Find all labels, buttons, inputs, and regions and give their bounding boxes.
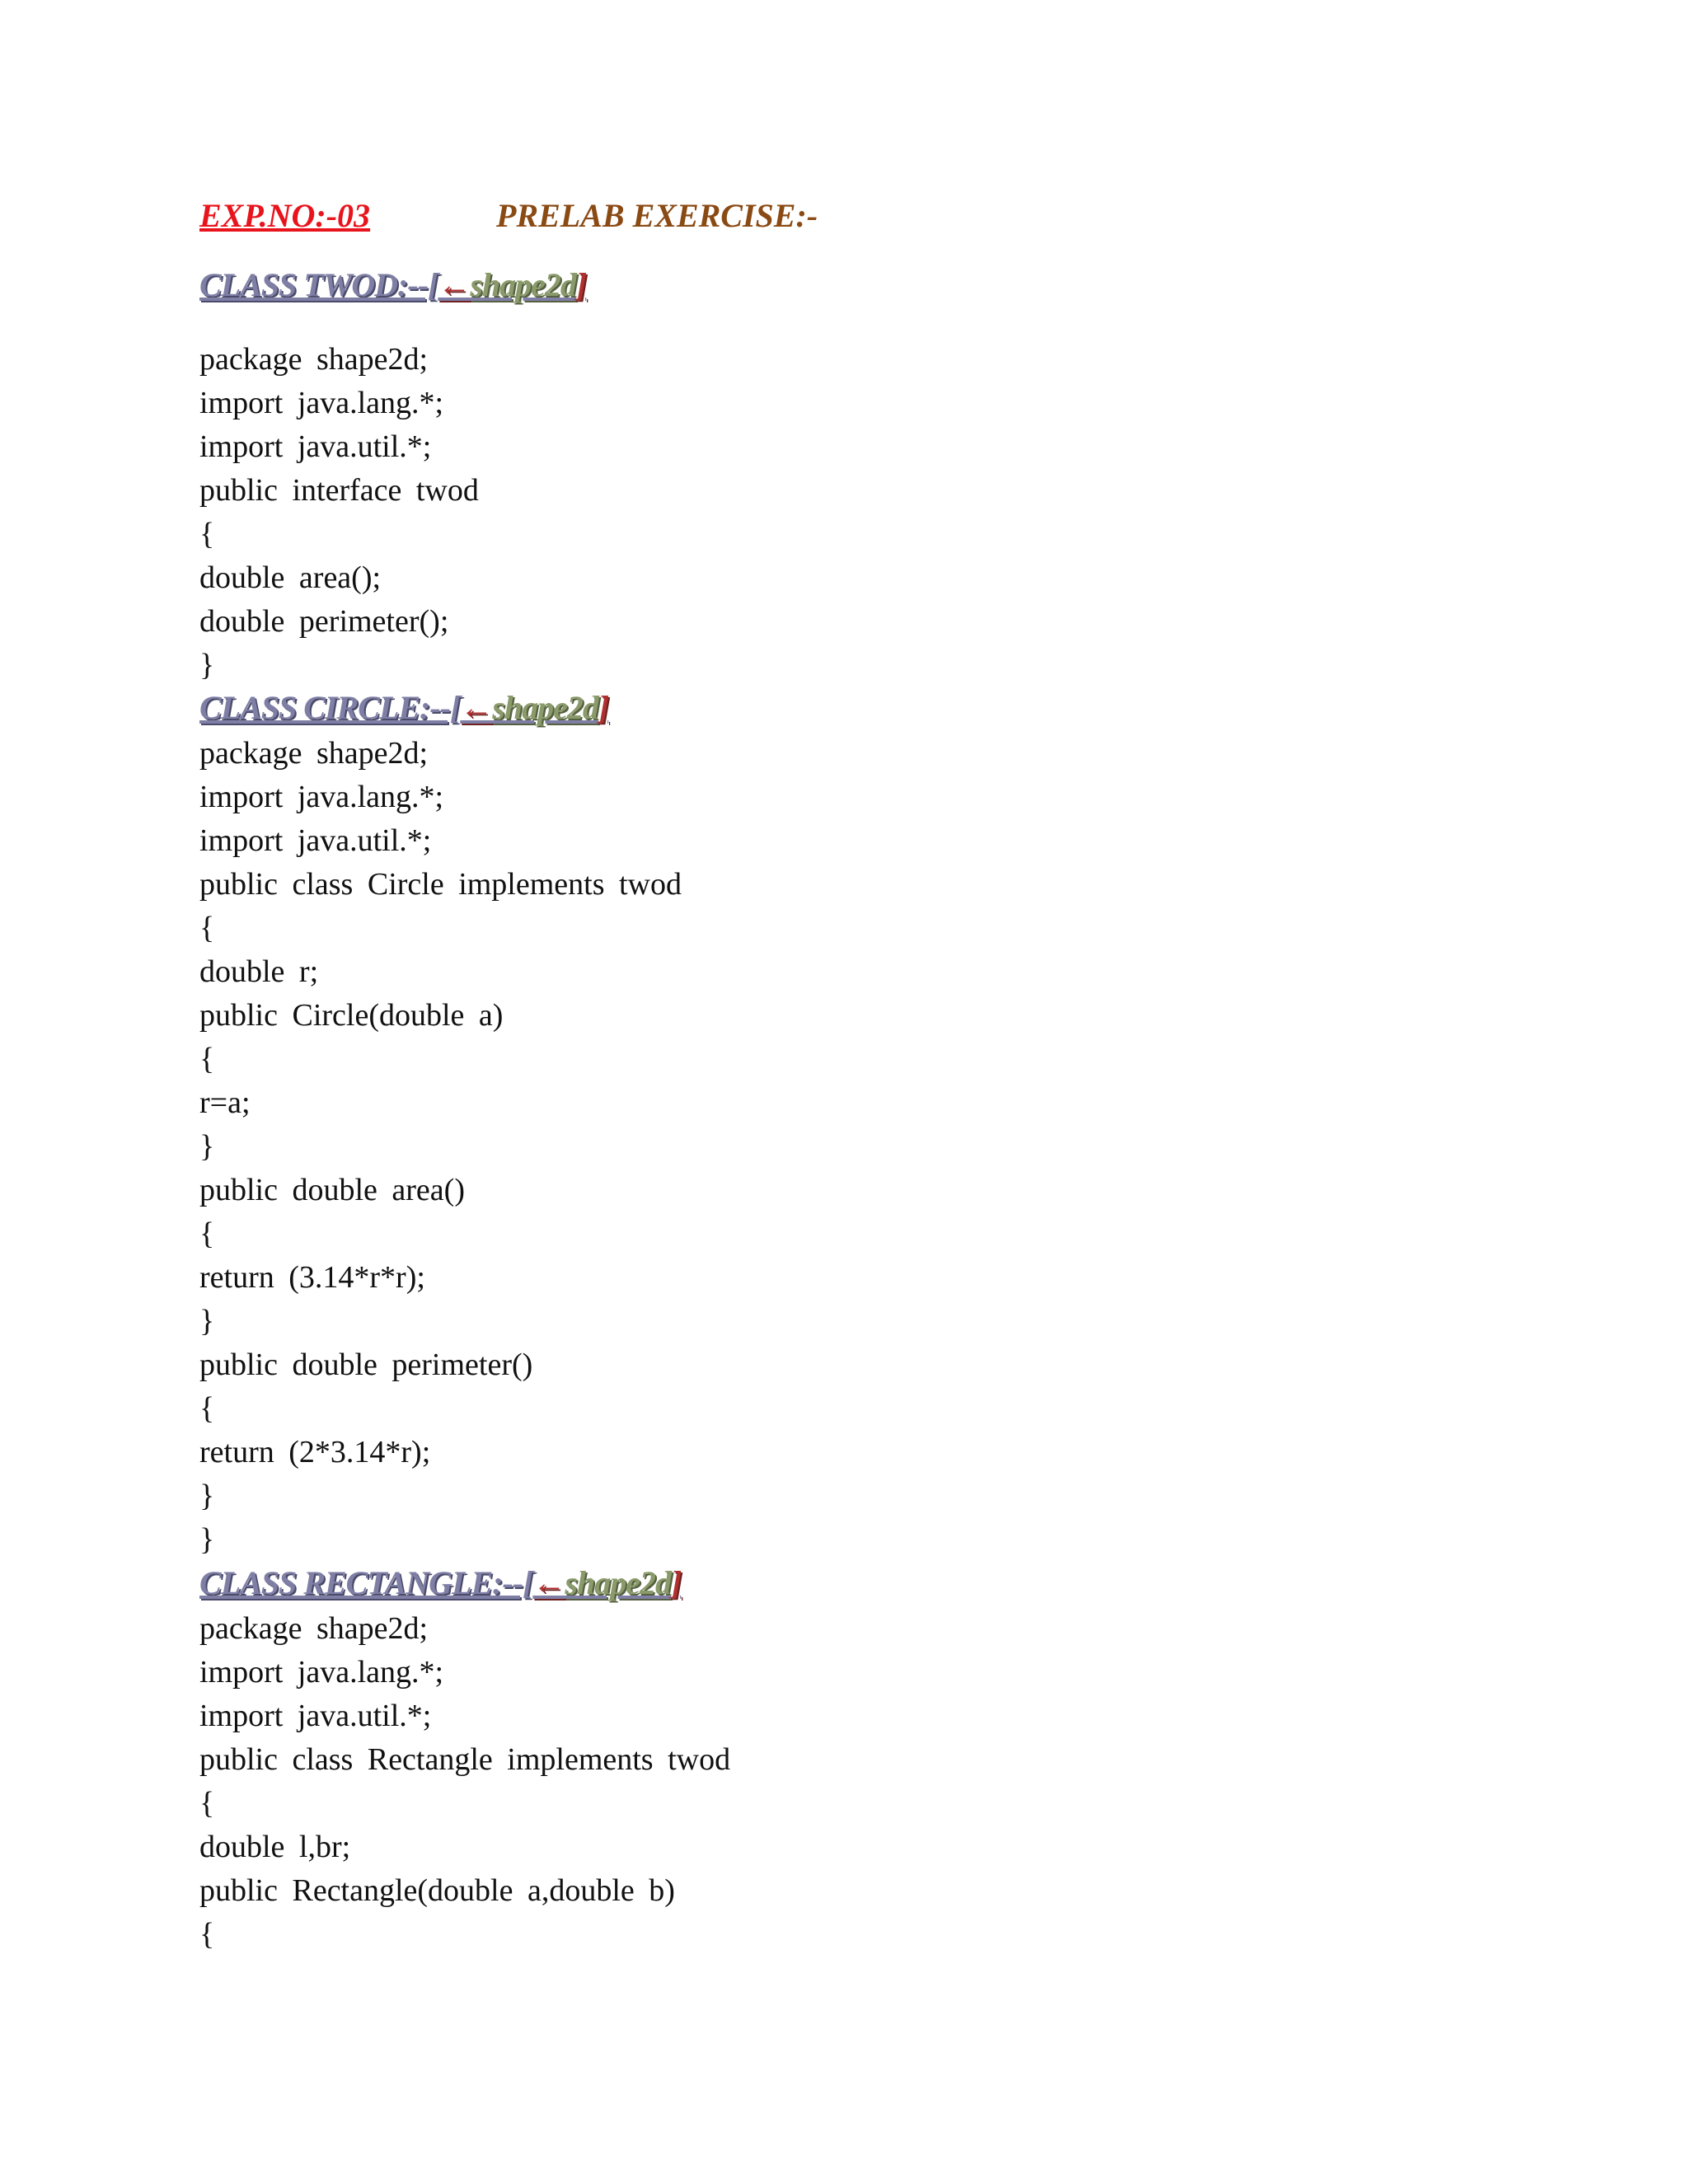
section-heading-class-label: CLASS TWOD:--[ xyxy=(199,266,438,303)
code-block-twod xyxy=(199,338,479,687)
code-line: return (2*3.14*r); xyxy=(199,1435,431,1469)
code-block-circle xyxy=(199,732,682,1562)
code-line: public double area() xyxy=(199,1173,465,1207)
code-line: import java.lang.*; xyxy=(199,780,444,814)
code-line: r=a; xyxy=(199,1085,251,1120)
code-line: public class Rectangle implements twod xyxy=(199,1742,731,1777)
code-line: public class Circle implements twod xyxy=(199,867,682,902)
code-line: package shape2d; xyxy=(199,1611,429,1646)
section-heading-close: ] xyxy=(670,1564,682,1601)
code-line: { xyxy=(199,1216,215,1251)
code-line: double perimeter(); xyxy=(199,604,449,639)
code-line: } xyxy=(199,1522,215,1557)
code-line: { xyxy=(199,517,215,551)
code-line: { xyxy=(199,1917,215,1952)
left-arrow-icon: ← xyxy=(460,689,493,726)
code-line: double l,br; xyxy=(199,1830,351,1864)
code-line: { xyxy=(199,1391,215,1426)
exercise-title: PRELAB EXERCISE:- xyxy=(496,197,818,234)
section-heading-rectangle xyxy=(199,1563,681,1602)
code-line: } xyxy=(199,1479,215,1513)
section-heading-package: shape2d xyxy=(565,1564,671,1601)
code-line: } xyxy=(199,1304,215,1338)
section-heading-twod xyxy=(199,265,586,304)
code-line: import java.lang.*; xyxy=(199,1655,444,1690)
code-line: package shape2d; xyxy=(199,342,429,377)
code-line: } xyxy=(199,1129,215,1164)
section-heading-class-label: CLASS CIRCLE:--[ xyxy=(199,689,461,726)
code-line: import java.lang.*; xyxy=(199,386,444,420)
code-line: double area(); xyxy=(199,560,382,595)
code-block-rectangle xyxy=(199,1607,730,1957)
code-line: package shape2d; xyxy=(199,736,429,771)
section-heading-package: shape2d xyxy=(492,689,598,726)
code-line: import java.util.*; xyxy=(199,1699,432,1733)
code-line: { xyxy=(199,1786,215,1821)
code-line: public interface twod xyxy=(199,473,479,508)
code-line: import java.util.*; xyxy=(199,429,432,464)
code-line: public Rectangle(double a,double b) xyxy=(199,1873,675,1908)
code-line: } xyxy=(199,648,215,682)
section-heading-package: shape2d xyxy=(470,266,576,303)
code-line: { xyxy=(199,1042,215,1076)
left-arrow-icon: ← xyxy=(438,266,471,303)
code-line: return (3.14*r*r); xyxy=(199,1260,425,1295)
section-heading-close: ] xyxy=(598,689,609,726)
section-heading-circle xyxy=(199,688,608,727)
left-arrow-icon: ← xyxy=(532,1564,565,1601)
code-line: public double perimeter() xyxy=(199,1347,533,1382)
code-line: import java.util.*; xyxy=(199,823,432,858)
section-heading-close: ] xyxy=(575,266,587,303)
section-heading-class-label: CLASS RECTANGLE:--[ xyxy=(199,1564,533,1601)
document-header xyxy=(199,196,818,235)
code-line: double r; xyxy=(199,954,319,989)
code-line: { xyxy=(199,911,215,945)
code-line: public Circle(double a) xyxy=(199,998,504,1033)
experiment-number: EXP.NO:-03 xyxy=(199,197,371,234)
